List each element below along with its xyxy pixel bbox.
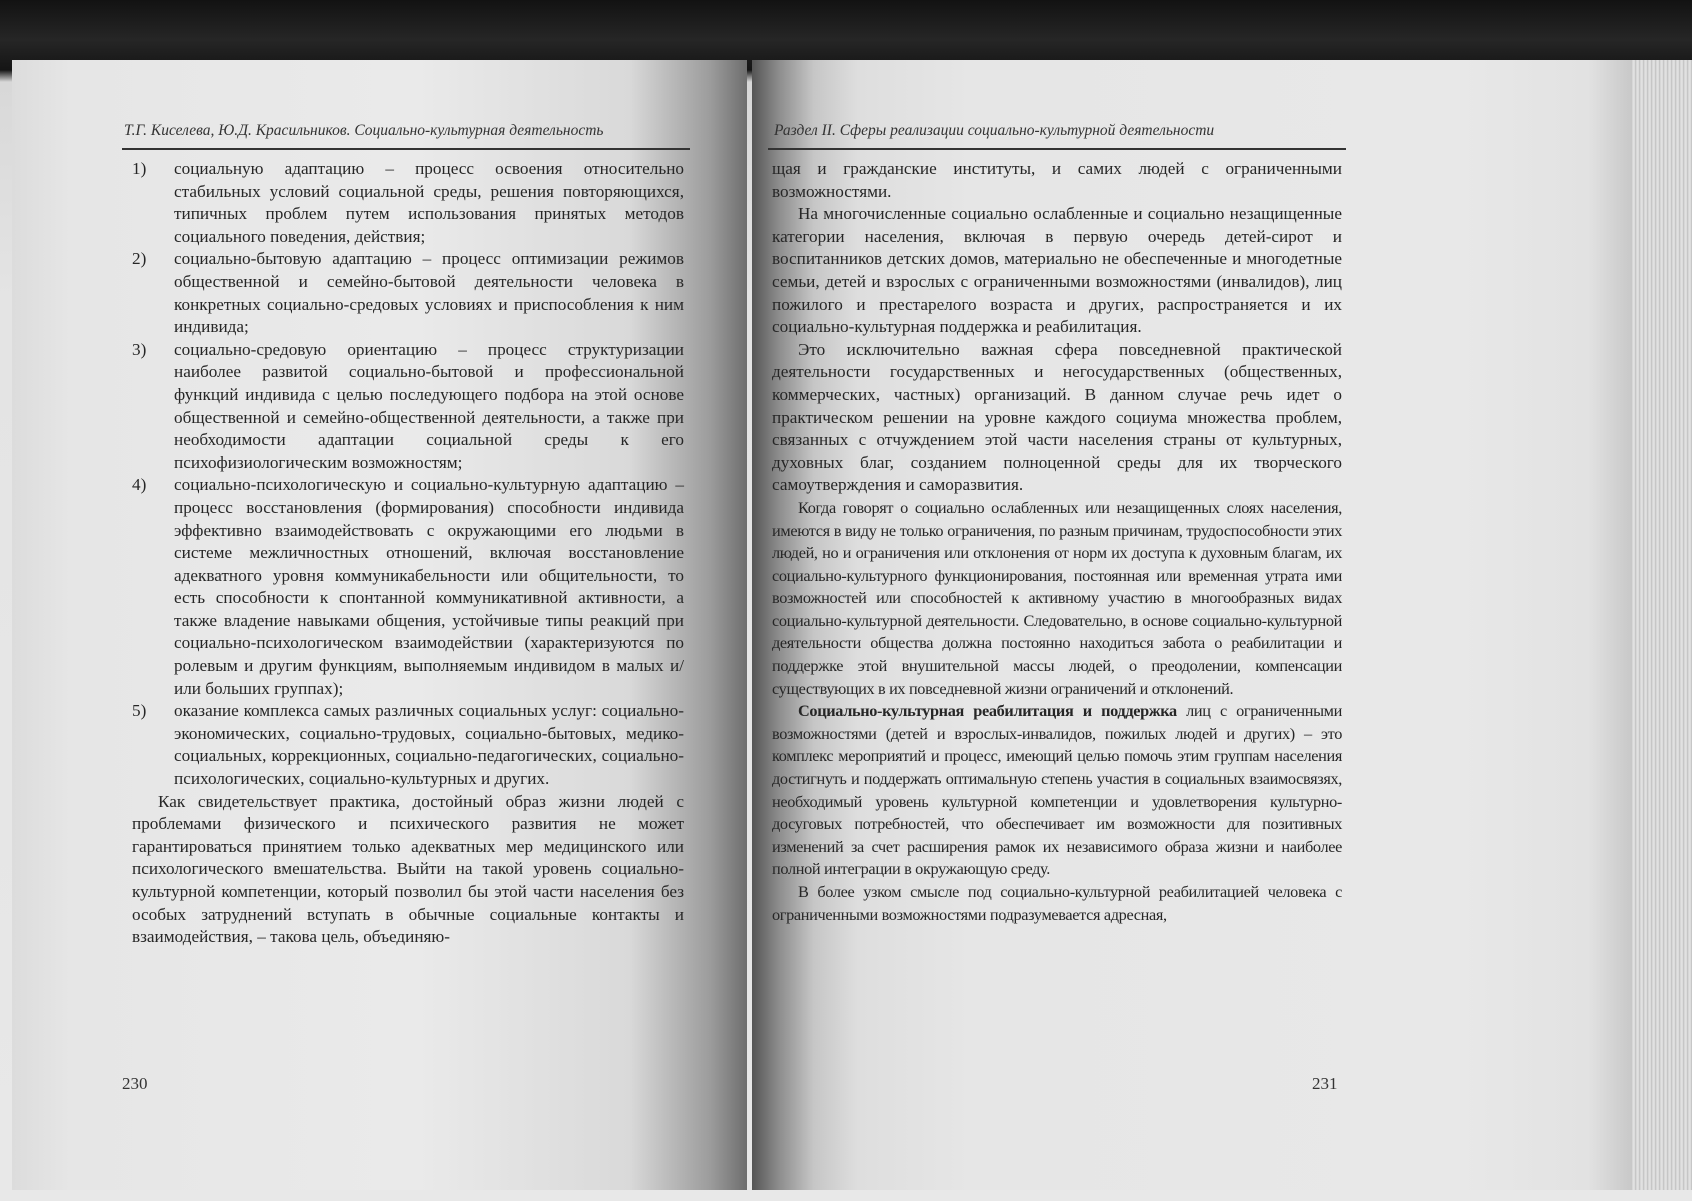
numbered-list (132, 158, 684, 791)
list-item (132, 248, 684, 338)
right-page (752, 60, 1632, 1190)
header-rule-right (768, 148, 1346, 150)
list-item (132, 339, 684, 475)
list-item-text: социально-психологическую и социально-культурную адаптацию – процесс восстановления (формирования) способности индивида эффективно взаимодействовать с окружающими его людьми в системе межличностных отношений, включая восстановление адекватного уровня коммуникабельности или общительности, то есть способности к спонтанной коммуникативной активности, а также владение навыками общения, устойчивые типы реакций при социально-психологическом взаимодействии (характеризуются по ролевым и другим функциям, выполняемым индивидом в малых и/или больших группах); (174, 475, 684, 698)
list-item-number: 1) (132, 159, 147, 178)
body-paragraph (772, 700, 1342, 881)
body-paragraph: Когда говорят о социально ослабленных или незащищенных слоях населения, имеются в виду не только ограничения, по разным причинам, трудоспособности этих людей, но и ограничения или отклонения от норм их доступа к духовным благам, их социально-культурного функционирования, постоянная или временная утрата ими возможностей или способностей к активному участию в многообразных видах социально-культурной деятельности. Следовательно, в основе социально-культурной деятельности общества должна постоянно находиться забота о реабилитации и поддержке этой внушительной массы людей, о преодолении, компенсации существующих в их повседневной жизни ограничений и отклонений. (772, 497, 1342, 698)
body-paragraph: На многочисленные социально ослабленные и социально незащищенные категории населения, включая в первую очередь детей-сирот и воспитанников детских домов, материально не обеспеченные и многодетные семьи, детей и взрослых с ограниченными возможностями (инвалидов), лиц пожилого и престарелого возраста и других, распространяется и их социально-культурная поддержка и реабилитация. (772, 204, 1342, 337)
left-page (12, 60, 747, 1190)
running-head-left: Т.Г. Киселева, Ю.Д. Красильников. Социально-культурная деятельность (124, 122, 604, 139)
body-paragraph: Это исключительно важная сфера повседневной практической деятельности государственных и негосударственных (общественных, коммерческих, частных) организаций. В данном случае речь идет о практическом решении на уровне каждого социума множества проблем, связанных с отчуждением этой части населения страны от культурных, духовных благ, созданием полноценной среды для их творческого самоутверждения и саморазвития. (772, 339, 1342, 495)
paragraph-text: лиц с ограниченными возможностями (детей и взрослых-инвалидов, пожилых людей и других) – это комплекс мероприятий и процесс, имеющий целью помочь этим группам населения достигнуть и поддержать оптимальную степень участия в социальных взаимосвязях, необходимый уровень культурной компетенции и удовлетворения культурно-досуговых потребностей, что обеспечивает им возможности для позитивных изменений за счет расширения рамок их независимого образа жизни и наиболее полной интеграции в окружающую среду. (772, 701, 1342, 879)
body-paragraph: щая и гражданские институты, и самих людей с ограниченными возможностями. (772, 159, 1342, 201)
list-item-text: социальную адаптацию – процесс освоения относительно стабильных условий социальной среды, решения повторяющихся, типичных проблем путем использования принятых методов социального поведения, действия; (174, 159, 684, 246)
page-number-right: 231 (1312, 1074, 1338, 1093)
list-item-number: 2) (132, 249, 147, 269)
list-item-number: 4) (132, 475, 147, 495)
running-head-right: Раздел II. Сферы реализации социально-культурной деятельности (774, 122, 1215, 139)
list-item-number: 5) (132, 701, 147, 721)
left-text-column (132, 158, 684, 949)
page-edges (1632, 60, 1692, 1190)
body-paragraph: В более узком смысле под социально-культурной реабилитацией человека с ограниченными возможностями подразумевается адресная, (772, 882, 1342, 924)
right-text-column (772, 158, 1342, 926)
list-item-text: социально-бытовую адаптацию – процесс оптимизации режимов общественной и семейно-бытовой деятельности человека в конкретных социально-средовых условиях и приспособления к ним индивида; (174, 249, 684, 337)
bold-term: Социально-культурная реабилитация и поддержка (798, 701, 1177, 721)
list-item (132, 474, 684, 700)
list-item-number: 3) (132, 339, 147, 359)
header-rule-left (122, 148, 690, 150)
body-paragraph: Как свидетельствует практика, достойный образ жизни людей с проблемами физического и психического развития не может гарантироваться принятием только адекватных мер медицинского или психологического вмешательства. Выйти на такой уровень социально-культурной компетенции, который позволил бы этой части населения без особых затруднений вступать в обычные социальные контакты и взаимодействия, – такова цель, объединяю- (132, 791, 684, 947)
list-item (132, 700, 684, 790)
list-item-text: оказание комплекса самых различных социальных услуг: социально-экономических, социально-трудовых, социально-бытовых, медико-социальных, коррекционных, социально-педагогических, социально-психологических, социально-культурных и других. (174, 701, 684, 789)
list-item-text: социально-средовую ориентацию – процесс структуризации наиболее развитой социально-бытовой и профессиональной функций индивида с целью последующего подбора на этой основе общественной и семейно-общественной деятельности, а также при необходимости адаптации социальной среды к его психофизиологическим возможностям; (174, 339, 684, 472)
list-item (132, 158, 684, 248)
page-number-left: 230 (122, 1074, 148, 1093)
